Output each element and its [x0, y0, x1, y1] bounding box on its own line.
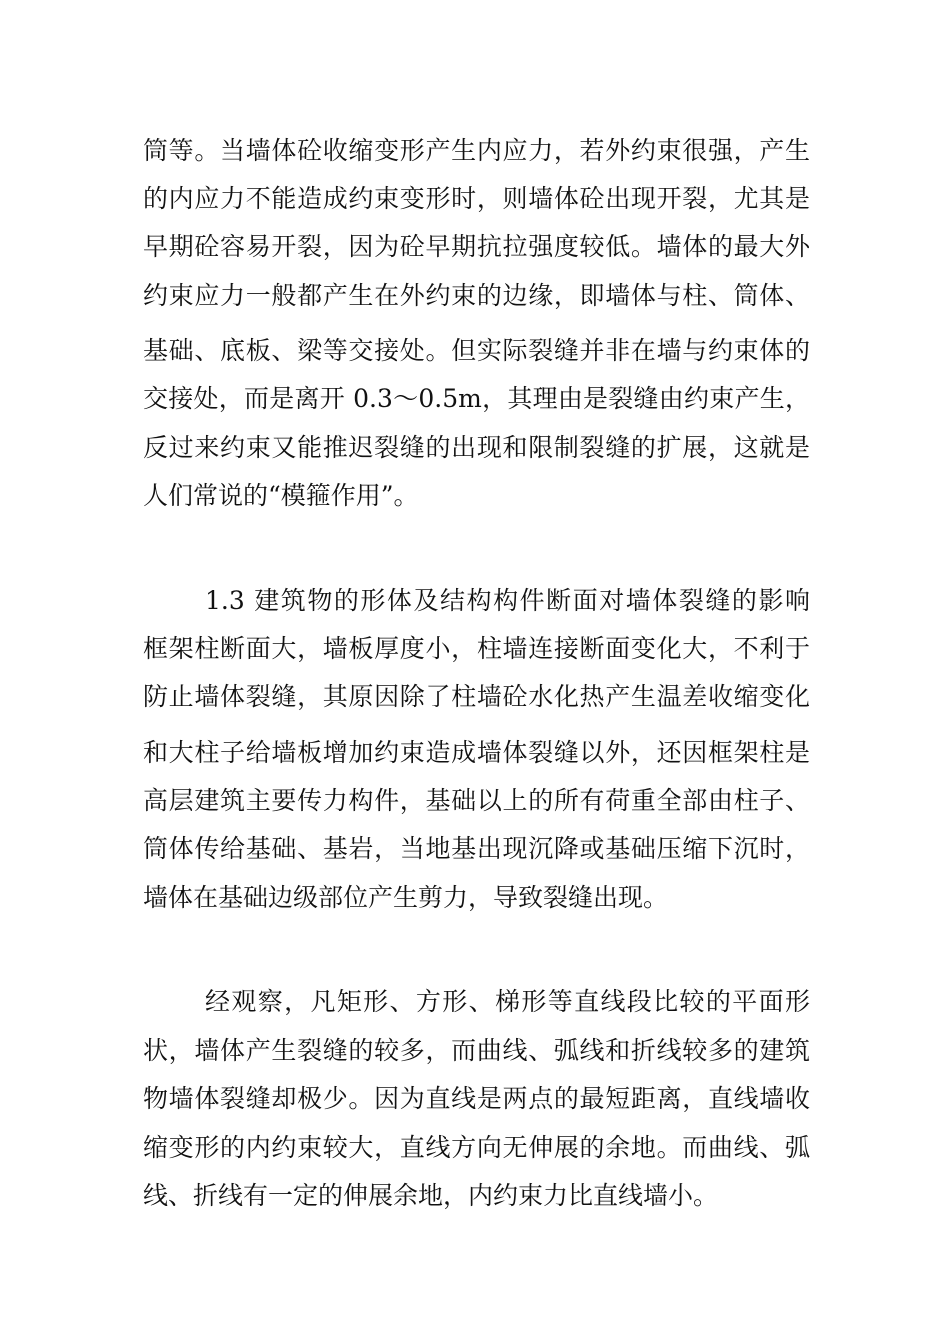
text-line: 筒等。当墙体砼收缩变形产生内应力，若外约束很强，产生: [143, 136, 810, 165]
text-line: 和大柱子给墙板增加约束造成墙体裂缝以外，还因框架柱是: [143, 738, 810, 767]
text-line: 早期砼容易开裂，因为砼早期抗拉强度较低。墙体的最大外: [143, 232, 810, 261]
text-line: 缩变形的内约束较大，直线方向无伸展的余地。而曲线、弧: [143, 1133, 810, 1162]
text-line: 经观察，凡矩形、方形、梯形等直线段比较的平面形: [205, 987, 810, 1016]
section-heading: 1.3 建筑物的形体及结构构件断面对墙体裂缝的影响: [205, 586, 810, 615]
text-line: 框架柱断面大，墙板厚度小，柱墙连接断面变化大，不利于: [143, 634, 810, 663]
text-line: 交接处，而是离开 0.3～0.5m，其理由是裂缝由约束产生，: [143, 384, 810, 413]
text-line: 防止墙体裂缝，其原因除了柱墙砼水化热产生温差收缩变化: [143, 682, 810, 711]
text-line: 基础、底板、梁等交接处。但实际裂缝并非在墙与约束体的: [143, 336, 810, 365]
text-line: 人们常说的“模箍作用”。: [143, 481, 419, 510]
text-line: 状，墙体产生裂缝的较多，而曲线、弧线和折线较多的建筑: [143, 1036, 810, 1065]
text-line: 的内应力不能造成约束变形时，则墙体砼出现开裂，尤其是: [143, 184, 810, 213]
text-line: 约束应力一般都产生在外约束的边缘，即墙体与柱、筒体、: [143, 281, 810, 310]
text-line: 反过来约束又能推迟裂缝的出现和限制裂缝的扩展，这就是: [143, 433, 810, 462]
text-line: 线、折线有一定的伸展余地，内约束力比直线墙小。: [143, 1181, 719, 1210]
text-line: 物墙体裂缝却极少。因为直线是两点的最短距离，直线墙收: [143, 1084, 810, 1113]
text-line: 筒体传给基础、基岩，当地基出现沉降或基础压缩下沉时，: [143, 834, 810, 863]
text-line: 高层建筑主要传力构件，基础以上的所有荷重全部由柱子、: [143, 786, 810, 815]
text-line: 墙体在基础边级部位产生剪力，导致裂缝出现。: [143, 883, 669, 912]
